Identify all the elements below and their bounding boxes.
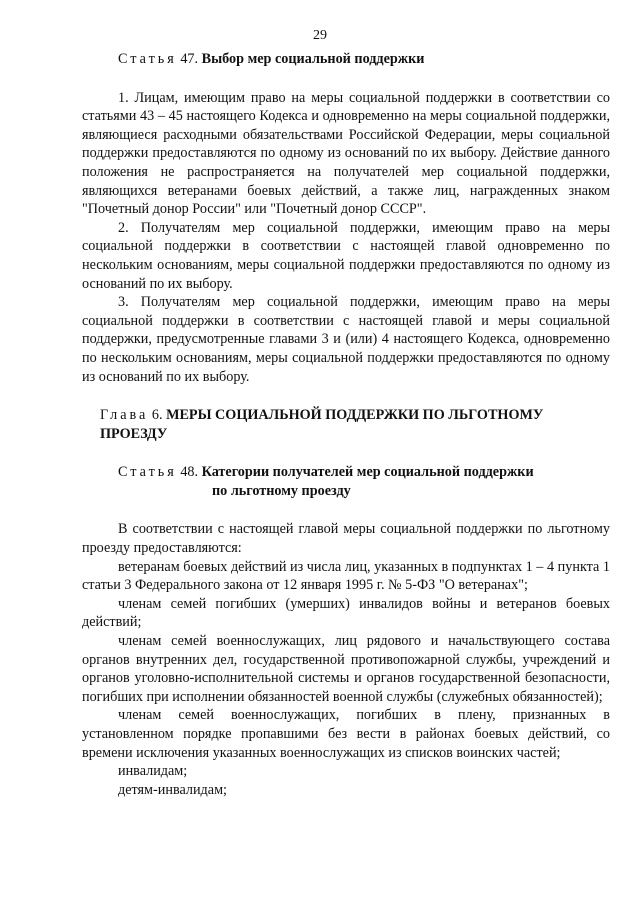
article-48-paragraph: ветеранам боевых действий из числа лиц, указанных в подпунктах 1 – 4 пункта 1 статьи 3 Федерального закона от 12 января 1995 г. № 5-ФЗ "О ветеранах"; [82, 558, 610, 594]
article-47-heading [82, 50, 610, 69]
article-47-paragraph: 3. Получателям мер социальной поддержки, имеющим право на меры социальной поддержки в соответствии с настоящей главой и меры социальной поддержки, предусмотренные главами 3 и (или) 4 настоящего Кодекса, одновременно по нескольким основаниям, меры социальной поддержки предоставляются по одному из оснований по их выбору. [82, 294, 610, 385]
chapter-6-title: МЕРЫ СОЦИАЛЬНОЙ ПОДДЕРЖКИ ПО ЛЬГОТНОМУ ПРОЕЗДУ [100, 407, 544, 442]
chapter-6-label: Глава [100, 407, 149, 424]
page-number: 29 [313, 28, 327, 43]
article-47-label: Статья [118, 51, 177, 67]
article-47-number: 47. [180, 51, 199, 67]
article-48-label: Статья [118, 464, 177, 481]
article-47-paragraph: 2. Получателям мер социальной поддержки, имеющим право на меры социальной поддержки в соответствии с настоящей главой одновременно по нескольким основаниям, меры социальной поддержки предоставляются по одному из оснований по их выбору. [82, 219, 610, 292]
article-48-number: 48. [180, 464, 199, 481]
article-48-paragraph: В соответствии с настоящей главой меры социальной поддержки по льготному проезду предоставляются: [82, 521, 610, 557]
article-48-paragraph: детям-инвалидам; [118, 781, 227, 798]
article-48-heading [82, 463, 610, 482]
article-48-paragraph: членам семей погибших (умерших) инвалидов войны и ветеранов боевых действий; [82, 595, 610, 631]
article-48-paragraph: членам семей военнослужащих, погибших в плену, признанных в установленном порядке пропавшими без вести в районах боевых действий, со времени исключения указанных военнослужащих из списков воинских частей; [82, 707, 610, 761]
chapter-6-heading [82, 406, 610, 443]
article-48-paragraph: членам семей военнослужащих, лиц рядового и начальствующего состава органов внутренних дел, государственной противопожарной службы, учреждений и органов уголовно-исполнительной системы и органов государственной безопасности, погибших при исполнении обязанностей военной службы (служебных обязанностей); [82, 633, 610, 705]
article-47-title: Выбор мер социальной поддержки [201, 51, 425, 67]
page-content [82, 50, 610, 799]
chapter-6-number: 6. [151, 407, 163, 424]
article-48-paragraph: инвалидам; [118, 763, 188, 780]
article-48-title-line2: по льготному проезду [212, 482, 351, 499]
article-47-paragraph: 1. Лицам, имеющим право на меры социальной поддержки в соответствии со статьями 43 – 45 настоящего Кодекса и одновременно на меры социальной поддержки, являющиеся расходными обязательствами Российской Федерации, меры социальной поддержки предоставляются по одному из оснований по их выбору. Действие данного положения не распространяется на получателей мер социальной поддержки, являющихся ветеранами боевых действий, а также лиц, награжденных знаком "Почетный донор России" или "Почетный донор СССР". [82, 89, 610, 218]
article-48-title-line1: Категории получателей мер социальной поддержки [201, 464, 534, 481]
